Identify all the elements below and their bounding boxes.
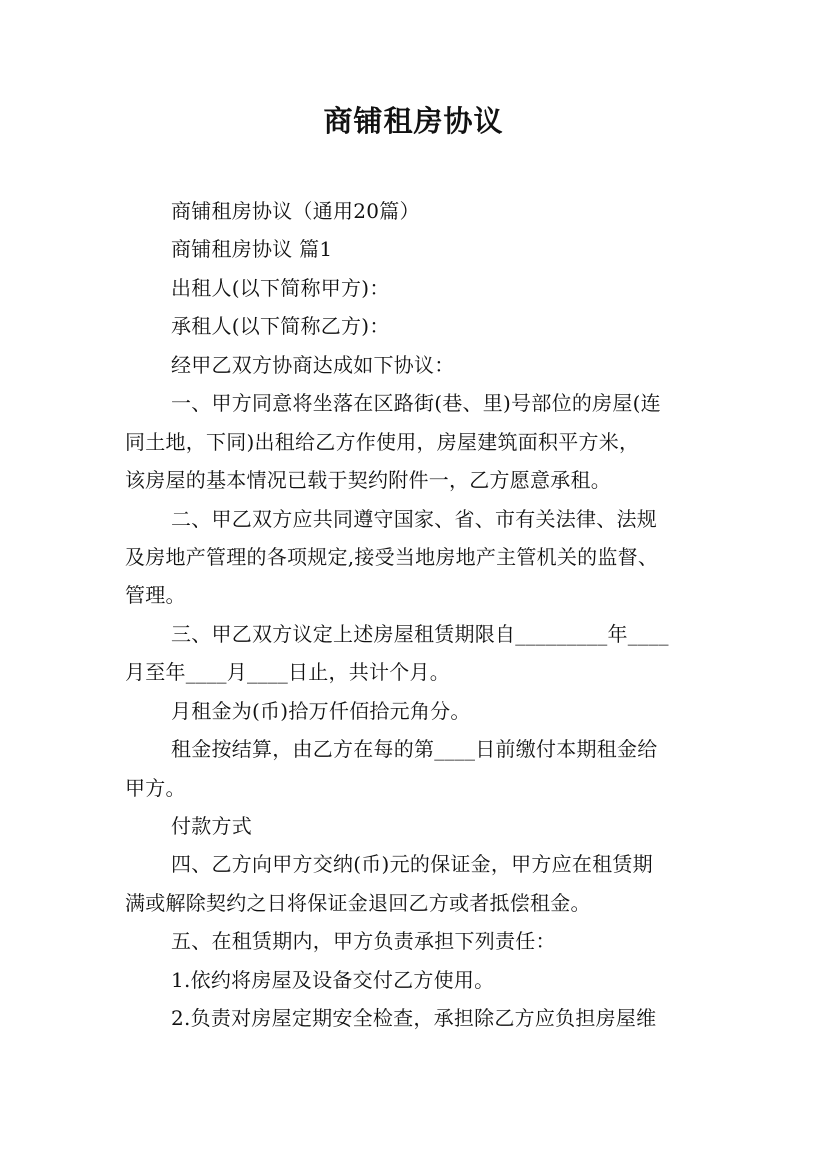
paragraph-line: 五、在租赁期内，甲方负责承担下列责任：: [171, 929, 556, 954]
paragraph-line: 三、甲乙双方议定上述房屋租赁期限自_________年____: [171, 621, 669, 646]
paragraph-line: 承租人(以下简称乙方)：: [171, 314, 390, 339]
paragraph-line: 2.负责对房屋定期安全检查，承担除乙方应负担房屋维: [171, 1006, 657, 1031]
paragraph-line: 付款方式: [171, 814, 252, 838]
paragraph-line: 甲方。: [125, 775, 186, 800]
paragraph-line: 及房地产管理的各项规定,接受当地房地产主管机关的监督、: [125, 544, 659, 569]
paragraph-line: 商铺租房协议（通用20篇）: [171, 199, 420, 223]
document-title: 商铺租房协议: [323, 104, 504, 138]
document-body: [125, 192, 705, 1038]
paragraph-line: 一、甲方同意将坐落在区路街(巷、里)号部位的房屋(连: [171, 391, 661, 416]
paragraph-line: 月至年____月____日止，共计个月。: [125, 660, 450, 685]
paragraph-line: 满或解除契约之日将保证金退回乙方或者抵偿租金。: [125, 890, 591, 915]
paragraph-line: 1.依约将房屋及设备交付乙方使用。: [171, 967, 495, 992]
paragraph-line: 经甲乙双方协商达成如下协议：: [171, 352, 455, 377]
paragraph-line: 月租金为(币)拾万仟佰拾元角分。: [171, 698, 471, 723]
paragraph-line: 商铺租房协议 篇1: [171, 237, 333, 262]
paragraph-line: 该房屋的基本情况已载于契约附件一，乙方愿意承租。: [125, 468, 611, 493]
paragraph-line: 同土地，下同)出租给乙方作使用，房屋建筑面积平方米，: [125, 429, 640, 454]
paragraph-line: 四、乙方向甲方交纳(币)元的保证金，甲方应在租赁期: [171, 852, 653, 877]
paragraph-line: 二、甲乙双方应共同遵守国家、省、市有关法律、法规: [171, 506, 657, 531]
paragraph-line: 管理。: [125, 583, 186, 608]
paragraph-line: 出租人(以下简称甲方)：: [171, 275, 390, 300]
paragraph-line: 租金按结算，由乙方在每的第____日前缴付本期租金给: [171, 737, 658, 762]
